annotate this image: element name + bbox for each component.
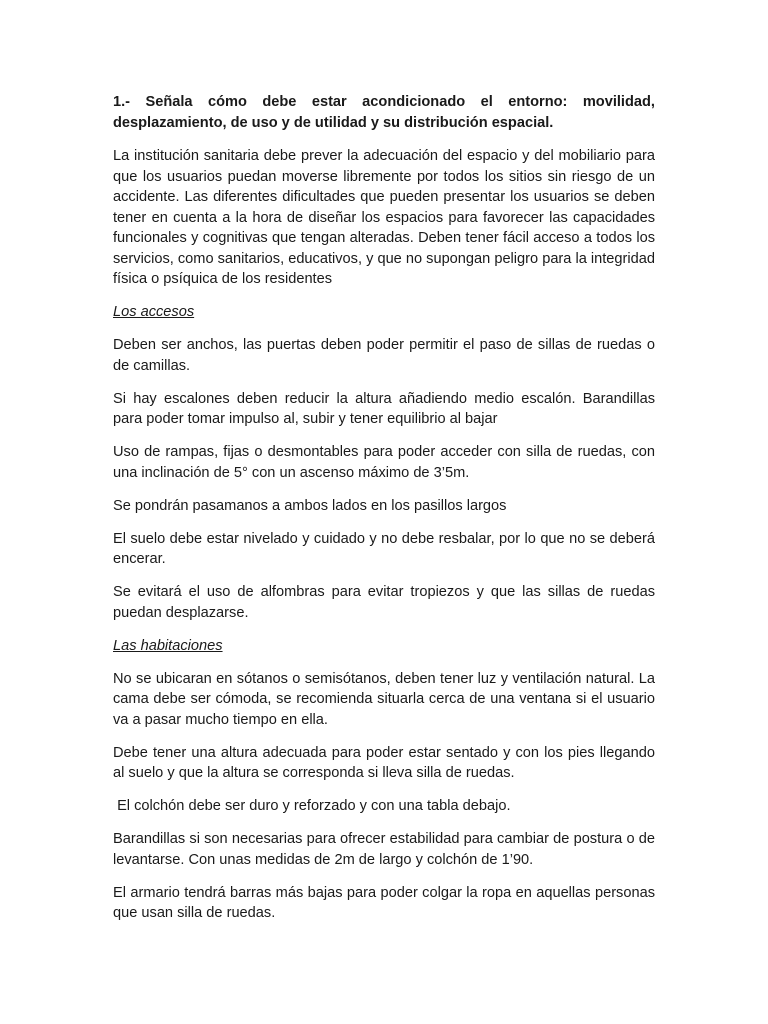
accesos-paragraph: Uso de rampas, fijas o desmontables para poder acceder con silla de ruedas, con una inclinación de 5° con un ascenso máximo de 3’5m.	[113, 444, 655, 481]
habitaciones-paragraph: No se ubicaran en sótanos o semisótanos, deben tener luz y ventilación natural. La cama debe ser cómoda, se recomienda situarla cerca de una ventana si el usuario va a pasar mucho tiempo en ella.	[113, 670, 655, 728]
habitaciones-paragraph: El colchón debe ser duro y reforzado y con una tabla debajo.	[113, 798, 511, 814]
accesos-paragraph: Se evitará el uso de alfombras para evitar tropiezos y que las sillas de ruedas puedan desplazarse.	[113, 584, 655, 621]
accesos-paragraph: Deben ser anchos, las puertas deben poder permitir el paso de sillas de ruedas o de camillas.	[113, 337, 655, 374]
intro-paragraph: La institución sanitaria debe prever la adecuación del espacio y del mobiliario para que los usuarios puedan moverse libremente por todos los sitios sin riesgo de un accidente. Las diferentes dificultades que pueden presentar los usuarios se deben tener en cuenta a la hora de diseñar los espacios para favorecer las capacidades funcionales y cognitivas que tengan alteradas. Deben tener fácil acceso a todos los servicios, como sanitarios, educativos, y que no supongan peligro para la integridad física o psíquica de los residentes	[113, 148, 655, 287]
accesos-paragraph: Se pondrán pasamanos a ambos lados en los pasillos largos	[113, 497, 507, 514]
accesos-paragraph: El suelo debe estar nivelado y cuidado y no debe resbalar, por lo que no se deberá encerar.	[113, 530, 655, 567]
section-title-habitaciones: Las habitaciones	[113, 637, 223, 654]
accesos-paragraph: Si hay escalones deben reducir la altura añadiendo medio escalón. Barandillas para poder tomar impulso al, subir y tener equilibrio al bajar	[113, 390, 655, 427]
habitaciones-paragraph: Debe tener una altura adecuada para poder estar sentado y con los pies llegando al suelo y que la altura se corresponda si lleva silla de ruedas.	[113, 744, 655, 781]
habitaciones-paragraph: El armario tendrá barras más bajas para poder colgar la ropa en aquellas personas que usan silla de ruedas.	[113, 884, 655, 921]
section-title-accesos: Los accesos	[113, 304, 195, 320]
document-heading: 1.- Señala cómo debe estar acondicionado el entorno: movilidad, desplazamiento, de uso y de utilidad y su distribución espacial.	[113, 94, 655, 131]
habitaciones-paragraph: Barandillas si son necesarias para ofrecer estabilidad para cambiar de postura o de levantarse. Con unas medidas de 2m de largo y colchón de 1’90.	[113, 831, 655, 868]
